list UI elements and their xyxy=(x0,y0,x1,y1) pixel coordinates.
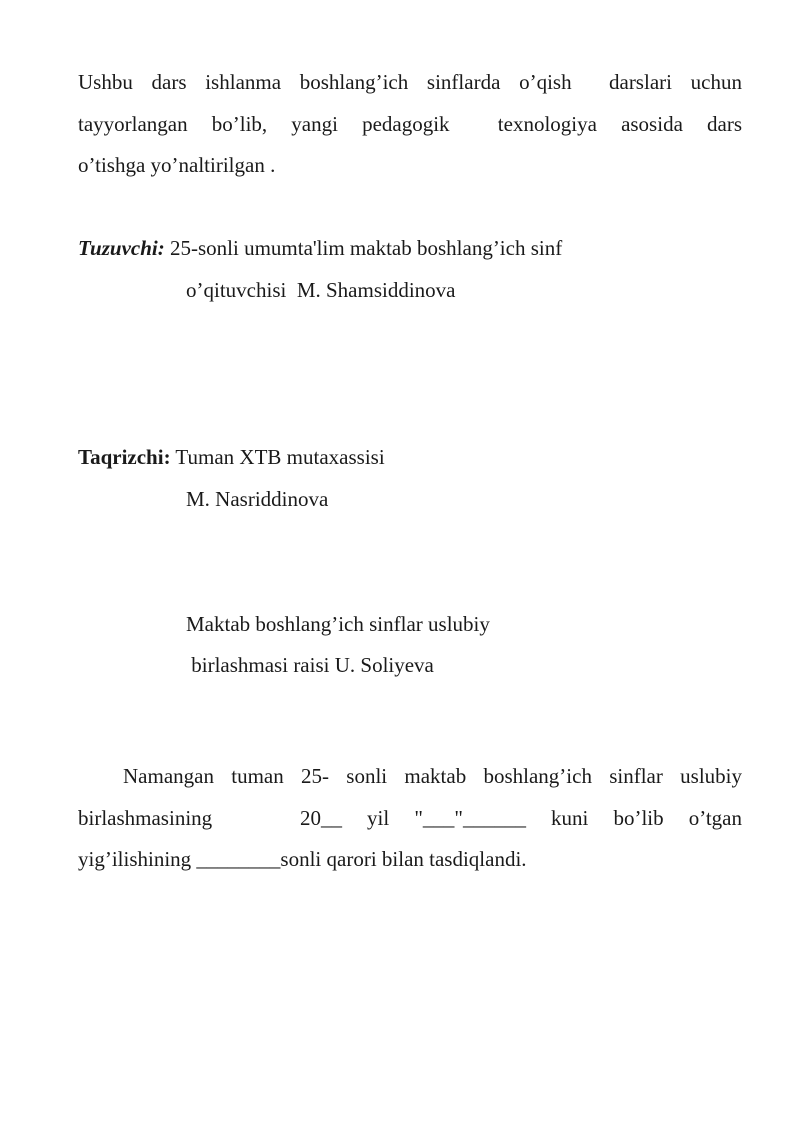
reviewer-line-1: Tuman XTB mutaxassisi xyxy=(170,445,385,469)
intro-line-3: o’tishga yo’naltirilgan . xyxy=(78,153,276,177)
intro-line-1: Ushbu dars ishlanma boshlang’ich sinflarda o’qish darslari uchun xyxy=(78,70,742,94)
author-line-1: 25-sonli umumta'lim maktab boshlang’ich sinf xyxy=(164,236,563,260)
chair-line-2: birlashmasi raisi U. Soliyeva xyxy=(186,653,434,677)
approval-line-3: yig’ilishining ________sonli qarori bilan tasdiqlandi. xyxy=(78,847,527,871)
author-block xyxy=(78,238,562,259)
reviewer-block xyxy=(78,447,385,468)
reviewer-label: Taqrizchi: xyxy=(78,445,171,469)
chair-line-1: Maktab boshlang’ich sinflar uslubiy xyxy=(186,612,490,636)
author-label: Tuzuvchi: xyxy=(78,236,165,260)
approval-line-1: Namangan tuman 25- sonli maktab boshlang’ich sinflar uslubiy xyxy=(123,764,742,788)
reviewer-line-2: M. Nasriddinova xyxy=(186,487,329,511)
intro-line-2: tayyorlangan bo’lib, yangi pedagogik texnologiya asosida dars xyxy=(78,112,742,136)
author-line-2: o’qituvchisi M. Shamsiddinova xyxy=(186,278,456,302)
approval-line-2: birlashmasining 20__ yil "___"______ kuni bo’lib o’tgan xyxy=(78,806,742,830)
